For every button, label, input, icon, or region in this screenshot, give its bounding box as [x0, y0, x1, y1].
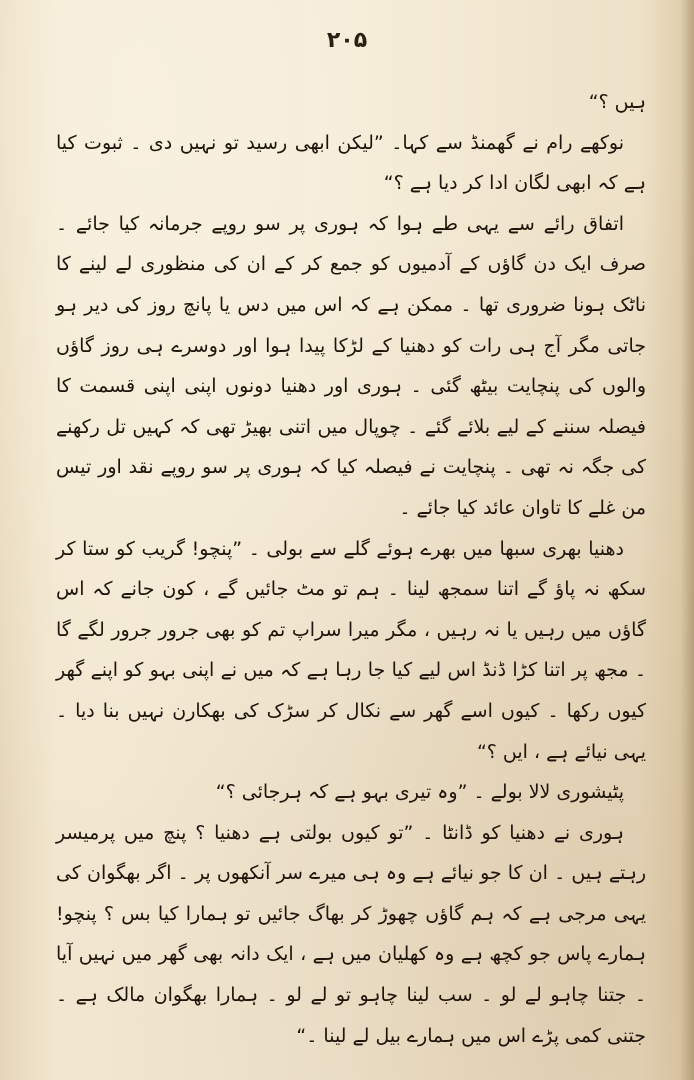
paragraph-1: ہیں ؟“	[588, 91, 646, 113]
paragraph-5: پٹیشوری لالا بولے ۔ ”وہ تیری بہو ہے کہ ہرجائی ؟“	[215, 781, 624, 804]
page-number: ۲۰۵	[326, 28, 368, 53]
paragraph-3: اتفاق رائے سے یہی طے ہوا کہ ہوری پر سو روپے جرمانہ کیا جائے ۔ صرف ایک دن گاؤں کے آدمیوں کو جمع کر کے ان کی منظوری لے لینے کا ناٹک ہونا ضروری تھا ۔ ممکن ہے کہ اس میں دس یا پانچ روز کی دیر ہو جاتی مگر آج ہی رات کو دھنیا کے لڑکا پیدا ہوا اور دوسرے ہی روز گاؤں والوں کی پنچایت بیٹھ گئی ۔ ہوری اور دھنیا دونوں اپنی اپنی قسمت کا فیصلہ سننے کے لیے بلائے گئے ۔ چوپال میں اتنی بھیڑ تھی کہ کہیں تل رکھنے کی جگہ نہ تھی ۔ پنچایت نے فیصلہ کیا کہ ہوری پر سو روپے نقد اور تیس من غلے کا تاوان عائد کیا جائے ۔	[56, 212, 646, 519]
paragraph-6: ہوری نے دھنیا کو ڈانٹا ۔ ”تو کیوں بولتی ہے دھنیا ؟ پنچ میں پرمیسر رہتے ہیں ۔ ان کا جو نیائے ہے وہ ہی میرے سر آنکھوں پر ۔ اگر بھگوان کی یہی مرجی ہے کہ ہم گاؤں چھوڑ کر بھاگ جائیں تو ہمارا کیا بس ؟ پنچو! ہمارے پاس جو کچھ ہے وہ کھلیان میں ہے ، ایک دانہ بھی گھر میں نہیں آیا ۔ جتنا چاہو لے لو ۔ سب لینا چاہو تو لے لو ۔ ہمارا بھگوان مالک ہے ۔ جتنی کمی پڑے اس میں ہمارے بیل لے لینا ۔“	[56, 821, 646, 1047]
page-spine-shadow	[680, 0, 694, 1080]
paragraph-4: دھنیا بھری سبھا میں بھرے ہوئے گلے سے بولی ۔ ”پنچو! گریب کو ستا کر سکھ نہ پاؤ گے اتنا سمجھ لینا ۔ ہم تو مٹ جائیں گے ، کون جانے کہ اس گاؤں میں رہیں یا نہ رہیں ، مگر میرا سراپ تم کو بھی جرور جرور لگے گا ۔ مجھ پر اتنا کڑا ڈنڈ اس لیے کیا جا رہا ہے کہ میں نے اپنی بہو کو اپنے گھر کیوں رکھا ۔ کیوں اسے گھر سے نکال کر سڑک کی بھکارن نہیں بنا دیا ۔ یہی نیائے ہے ، ایں ؟“	[56, 537, 646, 763]
paragraph-2: نوکھے رام نے گھمنڈ سے کہا۔ ”لیکن ابھی رسید تو نہیں دی ۔ ثبوت کیا ہے کہ ابھی لگان ادا کر دیا ہے ؟“	[56, 131, 646, 195]
page-text	[56, 82, 646, 1056]
